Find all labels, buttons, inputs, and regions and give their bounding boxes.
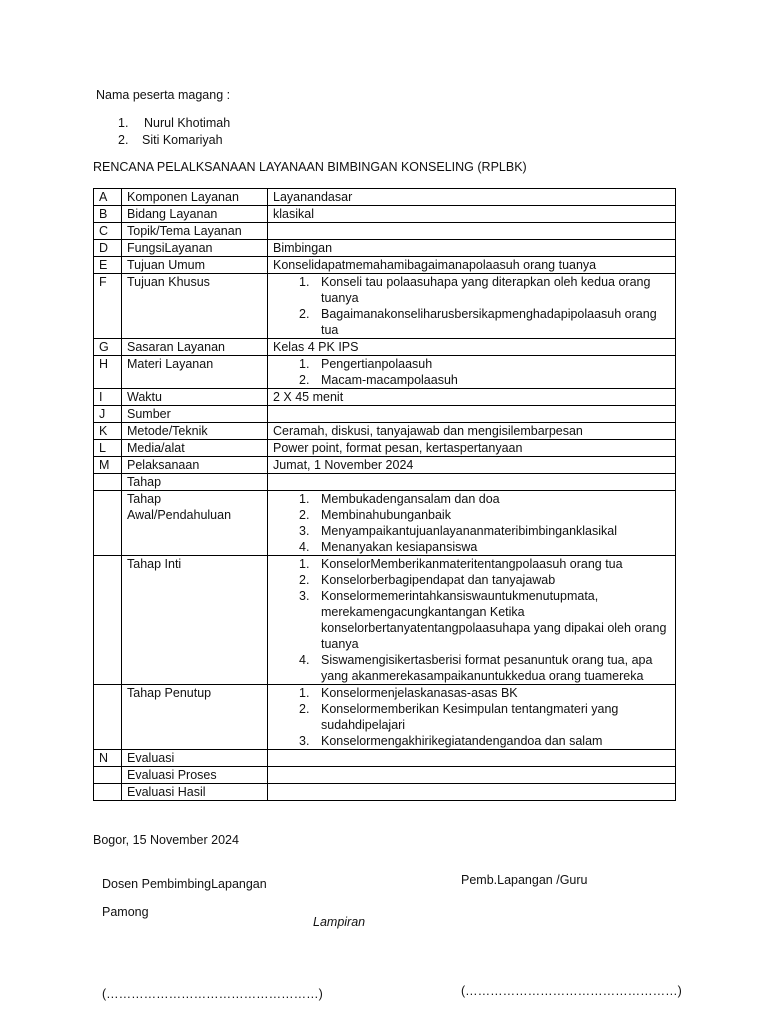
row-label: Pelaksanaan xyxy=(122,457,268,474)
list-number: 1. xyxy=(299,557,310,571)
table-row xyxy=(94,274,676,339)
table-row xyxy=(94,223,676,240)
list-number: 1. xyxy=(299,275,310,289)
row-code xyxy=(94,474,122,491)
table-row xyxy=(94,206,676,223)
list-number: 2. xyxy=(299,508,310,522)
list-text: Membinahubunganbaik xyxy=(321,508,451,522)
row-value xyxy=(268,767,676,784)
intern-name: Nurul Khotimah xyxy=(144,116,231,130)
row-code: I xyxy=(94,389,122,406)
row-code: L xyxy=(94,440,122,457)
row-code: H xyxy=(94,356,122,389)
row-label: Materi Layanan xyxy=(122,356,268,389)
list-number: 4. xyxy=(299,540,310,554)
material-list xyxy=(273,356,670,388)
table-row xyxy=(94,240,676,257)
list-text: Membukadengansalam dan doa xyxy=(321,492,500,506)
list-text: Konseli tau polaasuhapa yang diterapkan oleh kedua orang tuanya xyxy=(321,275,651,305)
row-label: Sumber xyxy=(122,406,268,423)
attachment-label: Lampiran xyxy=(313,915,366,929)
row-label: Waktu xyxy=(122,389,268,406)
row-label: Topik/Tema Layanan xyxy=(122,223,268,240)
row-value: Ceramah, diskusi, tanyajawab dan mengisilembarpesan xyxy=(268,423,676,440)
list-item xyxy=(273,733,670,749)
row-value xyxy=(268,491,676,556)
row-value xyxy=(268,474,676,491)
list-number: 1. xyxy=(299,492,310,506)
document-title: RENCANA PELALKSANAAN LAYANAAN BIMBINGAN KONSELING (RPLBK) xyxy=(93,160,527,174)
left-signatory-title-line2: Pamong xyxy=(102,905,149,919)
list-number: 2. xyxy=(118,133,129,147)
table-row xyxy=(94,257,676,274)
list-text: Menyampaikantujuanlayananmateribimbinganklasikal xyxy=(321,524,618,538)
list-number: 4. xyxy=(299,653,310,667)
row-label: Bidang Layanan xyxy=(122,206,268,223)
row-label: Tujuan Khusus xyxy=(122,274,268,339)
objective-list xyxy=(273,274,670,338)
list-item xyxy=(273,701,670,733)
list-number: 3. xyxy=(299,734,310,748)
list-item xyxy=(273,507,670,523)
list-item xyxy=(273,306,670,338)
list-text: Konselormemberikan Kesimpulan tentangmateri yang sudahdipelajari xyxy=(321,702,619,732)
row-code: N xyxy=(94,750,122,767)
row-label: Tahap Penutup xyxy=(122,685,268,750)
core-steps-list xyxy=(273,556,670,684)
table-row xyxy=(94,767,676,784)
row-label-line: Tahap xyxy=(127,492,162,506)
row-label-line: Awal/Pendahuluan xyxy=(127,508,232,522)
list-text: Siswamengisikertasberisi format pesanuntuk orang tua, apa yang akanmerekasampaikanuntukkedua orang tuamereka xyxy=(321,653,653,683)
list-text: KonselorMemberikanmateritentangpolaasuh orang tua xyxy=(321,557,623,571)
row-label: Tahap Inti xyxy=(122,556,268,685)
plan-table xyxy=(93,188,676,801)
table-row xyxy=(94,356,676,389)
row-code xyxy=(94,491,122,556)
row-label: Sasaran Layanan xyxy=(122,339,268,356)
row-value: Jumat, 1 November 2024 xyxy=(268,457,676,474)
list-item xyxy=(273,556,670,572)
row-label xyxy=(122,491,268,556)
left-signature-line: (……………………………………………) xyxy=(102,987,323,1001)
row-label: Evaluasi Proses xyxy=(122,767,268,784)
row-code: B xyxy=(94,206,122,223)
place-date: Bogor, 15 November 2024 xyxy=(93,833,239,847)
row-code: J xyxy=(94,406,122,423)
table-row xyxy=(94,406,676,423)
list-item xyxy=(273,491,670,507)
row-label: Evaluasi Hasil xyxy=(122,784,268,801)
list-text: Konselorberbagipendapat dan tanyajawab xyxy=(321,573,556,587)
row-label: Komponen Layanan xyxy=(122,189,268,206)
table-row xyxy=(94,784,676,801)
row-value xyxy=(268,685,676,750)
row-value xyxy=(268,750,676,767)
list-item xyxy=(273,356,670,372)
list-item xyxy=(273,539,670,555)
list-text: Macam-macampolaasuh xyxy=(321,373,458,387)
table-row xyxy=(94,339,676,356)
row-value xyxy=(268,406,676,423)
row-code xyxy=(94,784,122,801)
list-text: Konselormengakhirikegiatandengandoa dan salam xyxy=(321,734,603,748)
intern-label: Nama peserta magang : xyxy=(96,88,231,102)
row-code xyxy=(94,685,122,750)
table-row xyxy=(94,423,676,440)
list-text: Menanyakan kesiapansiswa xyxy=(321,540,478,554)
table-row xyxy=(94,189,676,206)
table-row xyxy=(94,556,676,685)
row-code: F xyxy=(94,274,122,339)
list-item xyxy=(273,523,670,539)
table-row xyxy=(94,389,676,406)
list-number: 1. xyxy=(299,686,310,700)
table-row xyxy=(94,491,676,556)
table-row xyxy=(94,440,676,457)
right-signatory-title: Pemb.Lapangan /Guru xyxy=(461,873,588,887)
row-code: E xyxy=(94,257,122,274)
row-code: C xyxy=(94,223,122,240)
row-value: Layanandasar xyxy=(268,189,676,206)
row-value: 2 X 45 menit xyxy=(268,389,676,406)
list-number: 2. xyxy=(299,573,310,587)
intern-name: Siti Komariyah xyxy=(142,133,223,147)
row-value: Bimbingan xyxy=(268,240,676,257)
row-code xyxy=(94,767,122,784)
row-label: Media/alat xyxy=(122,440,268,457)
row-value xyxy=(268,223,676,240)
list-item xyxy=(273,685,670,701)
row-value: Kelas 4 PK IPS xyxy=(268,339,676,356)
row-code: G xyxy=(94,339,122,356)
list-number: 2. xyxy=(299,307,310,321)
right-signature-line: (……………………………………………) xyxy=(461,984,682,998)
row-value: Power point, format pesan, kertaspertanyaan xyxy=(268,440,676,457)
table-row xyxy=(94,685,676,750)
row-label: Tujuan Umum xyxy=(122,257,268,274)
intern-list-item xyxy=(118,133,223,147)
list-number: 1. xyxy=(118,116,129,130)
table-row xyxy=(94,474,676,491)
row-code xyxy=(94,556,122,685)
list-number: 3. xyxy=(299,589,310,603)
list-item xyxy=(273,572,670,588)
table-row xyxy=(94,750,676,767)
intern-list-item xyxy=(118,116,230,130)
row-code: M xyxy=(94,457,122,474)
closing-steps-list xyxy=(273,685,670,749)
row-label: Evaluasi xyxy=(122,750,268,767)
list-number: 2. xyxy=(299,702,310,716)
list-number: 2. xyxy=(299,373,310,387)
list-number: 3. xyxy=(299,524,310,538)
row-code: D xyxy=(94,240,122,257)
row-code: A xyxy=(94,189,122,206)
list-item xyxy=(273,588,670,652)
row-value xyxy=(268,784,676,801)
list-text: Konselormenjelaskanasas-asas BK xyxy=(321,686,518,700)
list-text: Bagaimanakonseliharusbersikapmenghadapipolaasuh orang tua xyxy=(321,307,657,337)
row-value: Konselidapatmemahamibagaimanapolaasuh orang tuanya xyxy=(268,257,676,274)
row-value: klasikal xyxy=(268,206,676,223)
list-item xyxy=(273,372,670,388)
row-value xyxy=(268,556,676,685)
list-item xyxy=(273,652,670,684)
row-label: Tahap xyxy=(122,474,268,491)
opening-steps-list xyxy=(273,491,670,555)
list-text: Pengertianpolaasuh xyxy=(321,357,433,371)
row-value xyxy=(268,274,676,339)
table-row xyxy=(94,457,676,474)
row-label: FungsiLayanan xyxy=(122,240,268,257)
list-text: Konselormemerintahkansiswauntukmenutupmata, merekamengacungkantangan Ketika konselorbertanyatentangpolaasuhapa yang dipakai oleh orang tuanya xyxy=(321,589,667,651)
row-value xyxy=(268,356,676,389)
left-signatory-title: Dosen PembimbingLapangan xyxy=(102,877,267,891)
list-item xyxy=(273,274,670,306)
row-label: Metode/Teknik xyxy=(122,423,268,440)
row-code: K xyxy=(94,423,122,440)
list-number: 1. xyxy=(299,357,310,371)
